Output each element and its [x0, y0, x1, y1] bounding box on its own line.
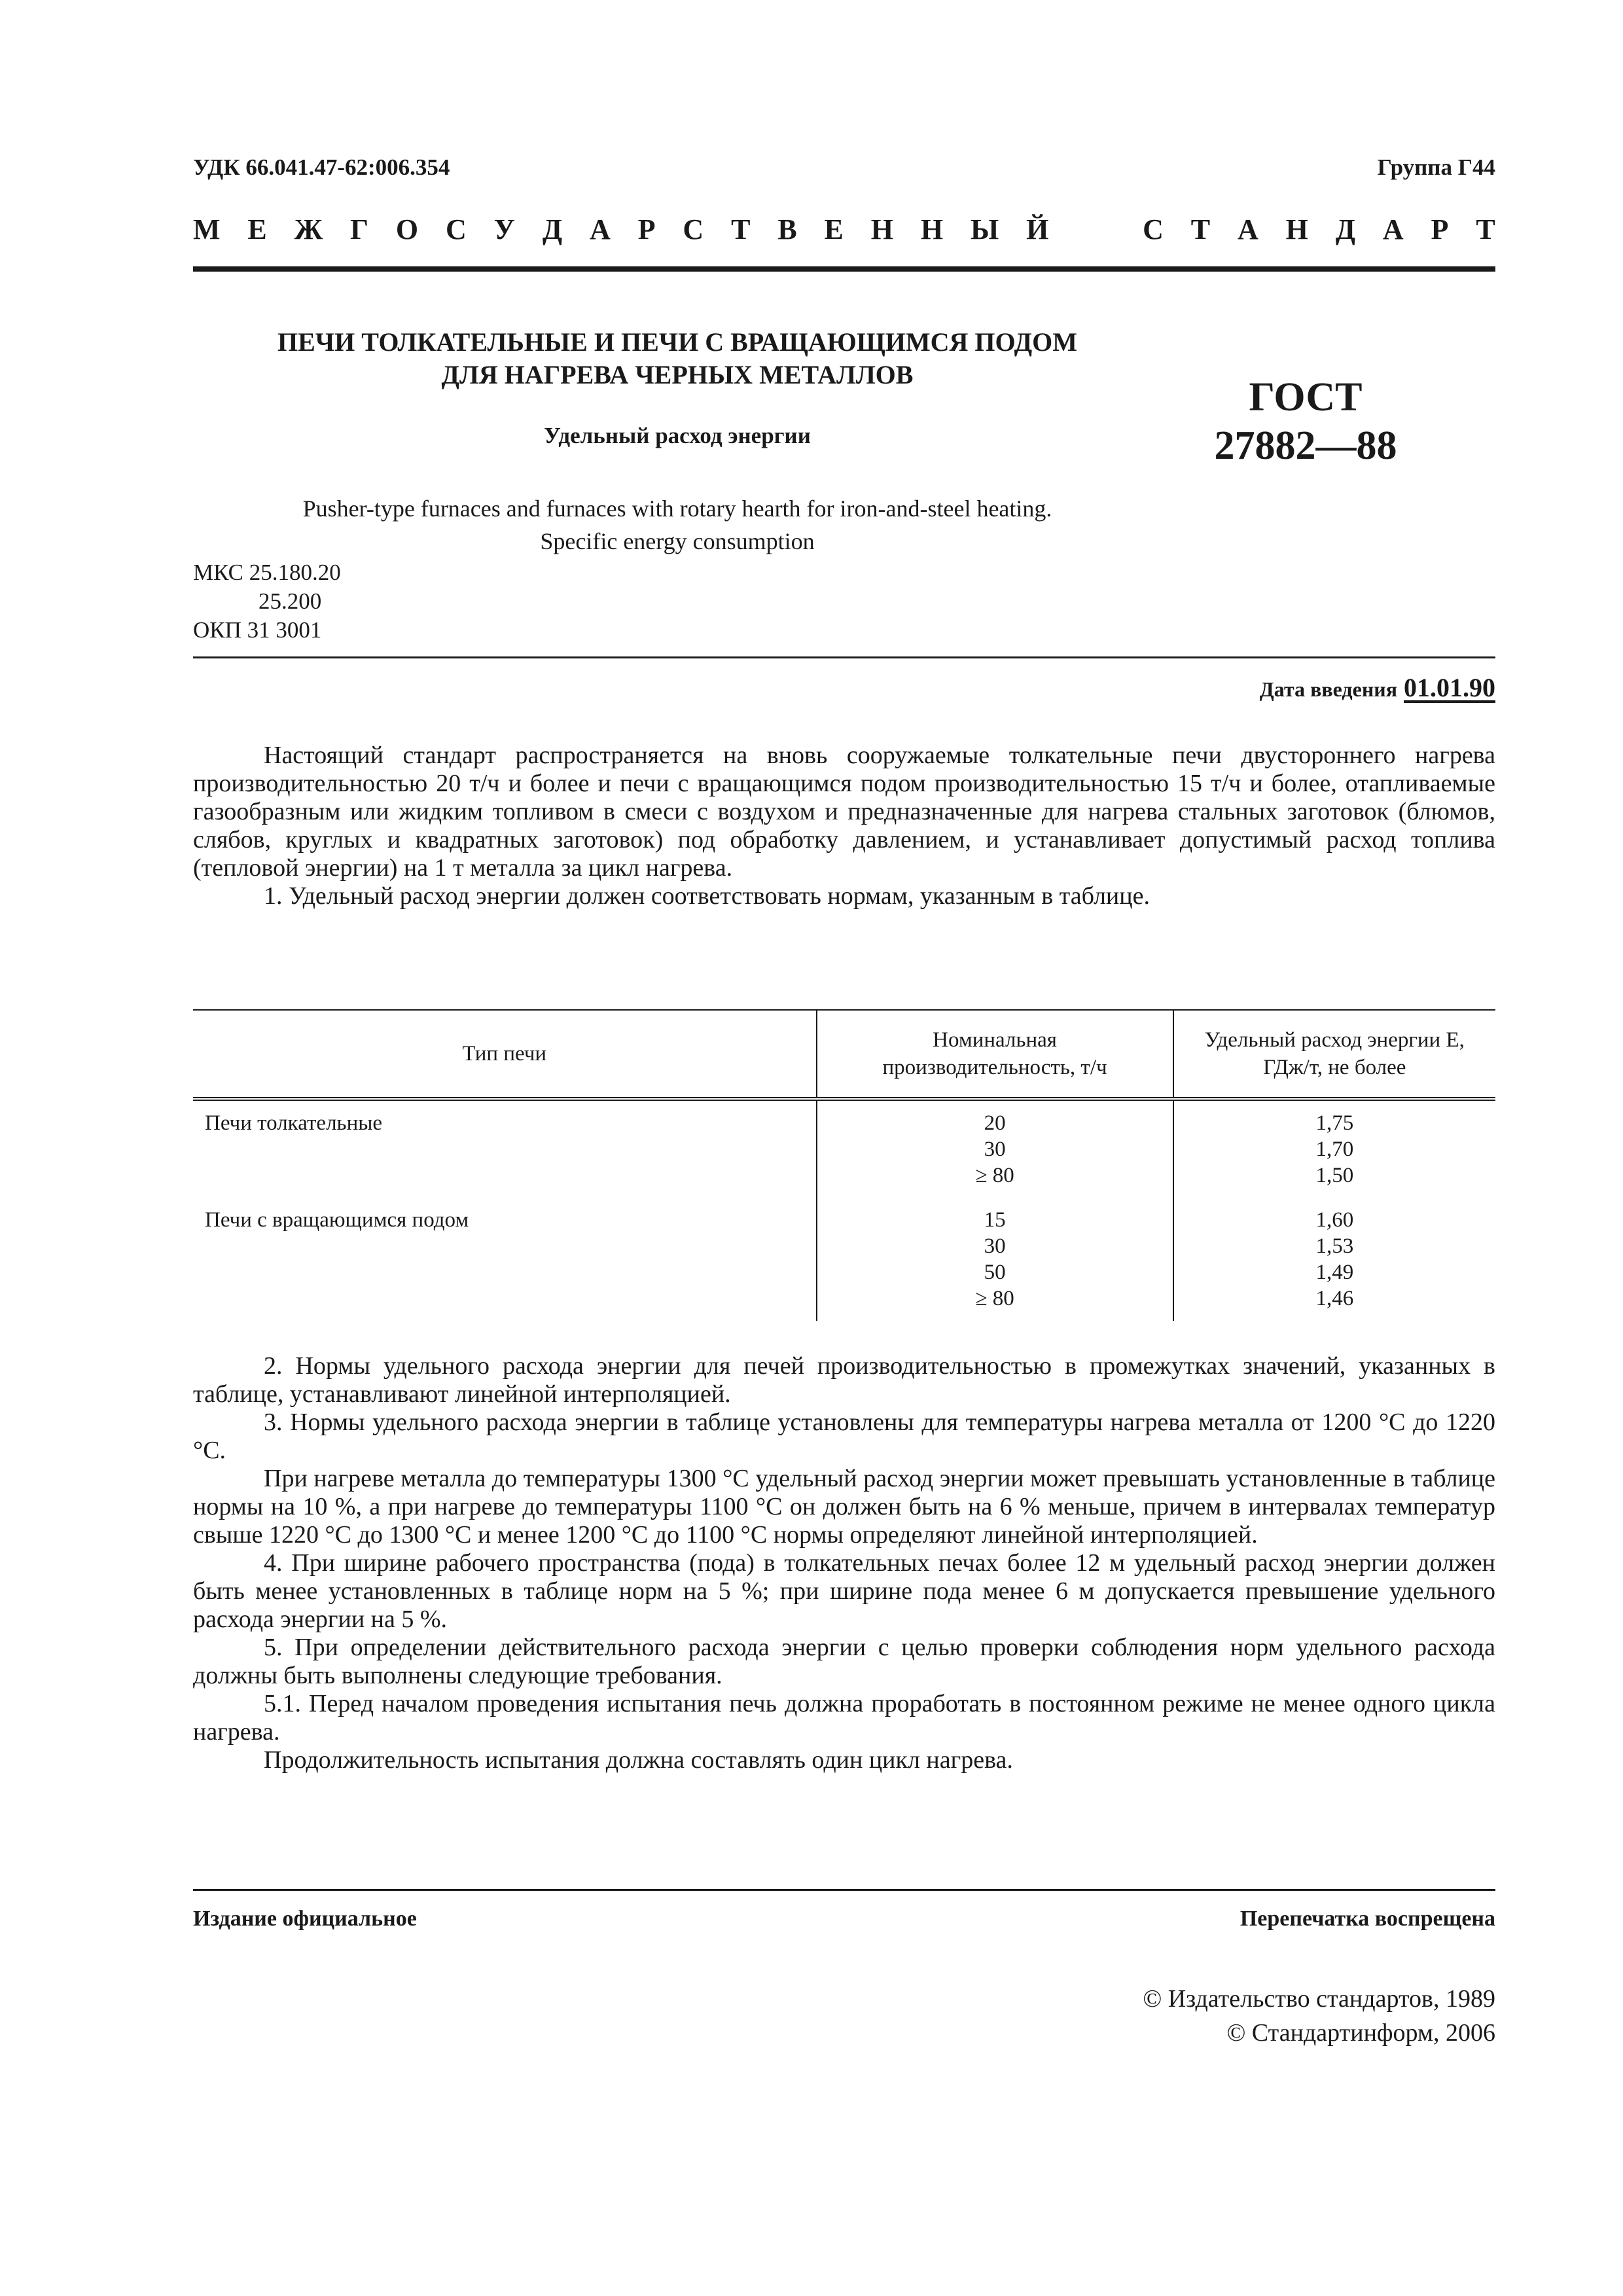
- capacity-value: 50: [984, 1261, 1006, 1284]
- energy-value: 1,46: [1315, 1287, 1354, 1310]
- group-code: Группа Г44: [1377, 154, 1495, 180]
- banner-gap: [1076, 213, 1115, 252]
- document-subtitle: Удельный расход энергии: [544, 423, 811, 448]
- udk-code: УДК 66.041.47-62:006.354: [193, 154, 450, 180]
- clause-5-1-continued: Продолжительность испытания должна составлять один цикл нагрева.: [264, 1746, 1013, 1774]
- header-divider: [193, 266, 1495, 272]
- introduction-date-label: Дата введения: [1259, 677, 1397, 701]
- capacity-value: ≥ 80: [975, 1287, 1014, 1310]
- header-furnace-type: Тип печи: [193, 1010, 817, 1099]
- banner-letter: Д: [1335, 213, 1356, 245]
- capacity-value: 30: [984, 1138, 1006, 1161]
- mks-code: МКС 25.180.20: [193, 560, 341, 585]
- intro-section: [193, 742, 1495, 910]
- english-title: [193, 492, 1162, 558]
- clause-2: 2. Нормы удельного расхода энергии для печей производительностью в промежутках значений, указанных в таблице, устанавливают линейной интерполяцией.: [193, 1352, 1495, 1408]
- banner-letter: А: [1382, 213, 1404, 245]
- banner-letter: Т: [1476, 213, 1495, 245]
- gost-number: 27882—88: [1214, 423, 1397, 468]
- clause-5-1: 5.1. Перед началом проведения испытания печь должна проработать в постоянном режиме не менее одного цикла нагрева.: [193, 1690, 1495, 1746]
- capacity-cell: [817, 1099, 1173, 1198]
- table-row: [193, 1198, 1495, 1321]
- clause-5: 5. При определении действительного расхода энергии с целью проверки соблюдения норм удельного расхода должны быть выполнены следующие требования.: [193, 1634, 1495, 1689]
- okp-code: ОКП 31 3001: [193, 617, 322, 643]
- header-capacity-line-2: производительность, т/ч: [882, 1056, 1107, 1079]
- banner-letter: Р: [637, 213, 656, 245]
- table-row: [193, 1099, 1495, 1198]
- capacity-cell: [817, 1198, 1173, 1321]
- header-capacity-line-1: Номинальная: [933, 1028, 1057, 1052]
- header-energy: [1173, 1010, 1495, 1099]
- banner-letter: Й: [1026, 213, 1049, 245]
- banner-letter: Е: [824, 213, 844, 245]
- banner-letter: С: [1143, 213, 1164, 245]
- header-energy-line-2: ГДж/т, не более: [1263, 1056, 1406, 1079]
- official-edition-label: Издание официальное: [193, 1907, 417, 1931]
- title-line-1: ПЕЧИ ТОЛКАТЕЛЬНЫЕ И ПЕЧИ С ВРАЩАЮЩИМСЯ ПОДОМ: [277, 327, 1078, 357]
- energy-cell: [1173, 1099, 1495, 1198]
- energy-value: 1,49: [1315, 1261, 1354, 1284]
- table-header-row: [193, 1010, 1495, 1099]
- clause-1: 1. Удельный расход энергии должен соответствовать нормам, указанным в таблице.: [264, 882, 1150, 910]
- title-line-2: ДЛЯ НАГРЕВА ЧЕРНЫХ МЕТАЛЛОВ: [441, 360, 914, 389]
- banner-letter: Н: [870, 213, 894, 245]
- capacity-value: 30: [984, 1234, 1006, 1258]
- clause-3-continued: При нагреве металла до температуры 1300 °С удельный расход энергии может превышать установленные в таблице нормы на 10 %, а при нагреве до температуры 1100 °С он должен быть на 6 % меньше, причем в интервалах температур свыше 1220 °С до 1300 °С и менее 1200 °С до 1100 °С нормы определяют линейной интерполяцией.: [193, 1465, 1495, 1549]
- copyright-block: [1143, 1982, 1495, 2050]
- clause-4: 4. При ширине рабочего пространства (пода) в толкательных печах более 12 м удельный расход энергии должен быть менее установленных в таблице норм на 5 %; при ширине пода менее 6 м допускается превышение удельного расхода энергии на 5 %.: [193, 1549, 1495, 1633]
- banner-letter: Г: [350, 213, 369, 245]
- banner-letter: Т: [1190, 213, 1211, 245]
- classification-codes: [193, 558, 341, 645]
- banner-letter: Н: [1285, 213, 1308, 245]
- banner-letter: А: [1237, 213, 1258, 245]
- banner-letter: У: [493, 213, 515, 245]
- gost-designation: [1207, 373, 1404, 470]
- energy-value: 1,75: [1315, 1111, 1354, 1135]
- codes-divider: [193, 656, 1495, 658]
- clause-3: 3. Нормы удельного расхода энергии в таблице установлены для температуры нагрева металла от 1200 °С до 1220 °С.: [193, 1408, 1495, 1464]
- energy-value: 1,60: [1315, 1208, 1354, 1232]
- introduction-date: [1260, 672, 1495, 703]
- banner-letter: Т: [731, 213, 751, 245]
- header-row: [193, 154, 1495, 187]
- banner-letter: Ы: [971, 213, 999, 245]
- document-title: [193, 326, 1162, 391]
- mks-code-secondary: 25.200: [259, 588, 322, 614]
- capacity-value: 20: [984, 1111, 1006, 1135]
- energy-cell: [1173, 1198, 1495, 1321]
- furnace-type-cell: Печи толкательные: [205, 1111, 383, 1135]
- banner-letter: О: [395, 213, 419, 245]
- banner-letter: М: [193, 213, 221, 245]
- banner-letter: А: [590, 213, 611, 245]
- banner-letter: Е: [247, 213, 267, 245]
- clauses-section: [193, 1352, 1495, 1774]
- banner-letter: С: [446, 213, 467, 245]
- english-title-line-2: Specific energy consumption: [540, 528, 815, 554]
- banner-letter: Р: [1431, 213, 1449, 245]
- energy-value: 1,53: [1315, 1234, 1354, 1258]
- banner-letter: С: [683, 213, 704, 245]
- capacity-value: ≥ 80: [975, 1164, 1014, 1187]
- energy-value: 1,70: [1315, 1138, 1354, 1161]
- banner-letter: Ж: [294, 213, 323, 245]
- intro-paragraph: Настоящий стандарт распространяется на вновь сооружаемые толкательные печи двустороннего нагрева производительностью 20 т/ч и более и печи с вращающимся подом производительностью 15 т/ч и более, отапливаемые газообразным или жидким топливом в смеси с воздухом и предназначенные для нагрева стальных заготовок (блюмов, слябов, круглых и квадратных заготовок) под обработку давлением, и устанавливает допустимый расход топлива (тепловой энергии) на 1 т металла за цикл нагрева.: [193, 742, 1495, 882]
- footer-divider: [193, 1889, 1495, 1891]
- furnace-type-cell: Печи с вращающимся подом: [205, 1208, 469, 1232]
- header-capacity: [817, 1010, 1173, 1099]
- banner-letter: Д: [542, 213, 563, 245]
- energy-norms-table: [193, 1009, 1495, 1321]
- reprint-prohibited-label: Перепечатка воспрещена: [1240, 1907, 1495, 1931]
- capacity-value: 15: [984, 1208, 1006, 1232]
- banner-letter: Н: [920, 213, 944, 245]
- copyright-line-2: © Стандартинформ, 2006: [1226, 2019, 1495, 2047]
- introduction-date-value: 01.01.90: [1404, 673, 1495, 702]
- gost-label: ГОСТ: [1249, 375, 1363, 420]
- copyright-line-1: © Издательство стандартов, 1989: [1143, 1985, 1495, 2013]
- interstate-standard-banner: [193, 213, 1495, 252]
- energy-value: 1,50: [1315, 1164, 1354, 1187]
- banner-letter: В: [777, 213, 797, 245]
- english-title-line-1: Pusher-type furnaces and furnaces with rotary hearth for iron-and-steel heating.: [302, 495, 1052, 522]
- header-energy-line-1: Удельный расход энергии Е,: [1204, 1028, 1465, 1052]
